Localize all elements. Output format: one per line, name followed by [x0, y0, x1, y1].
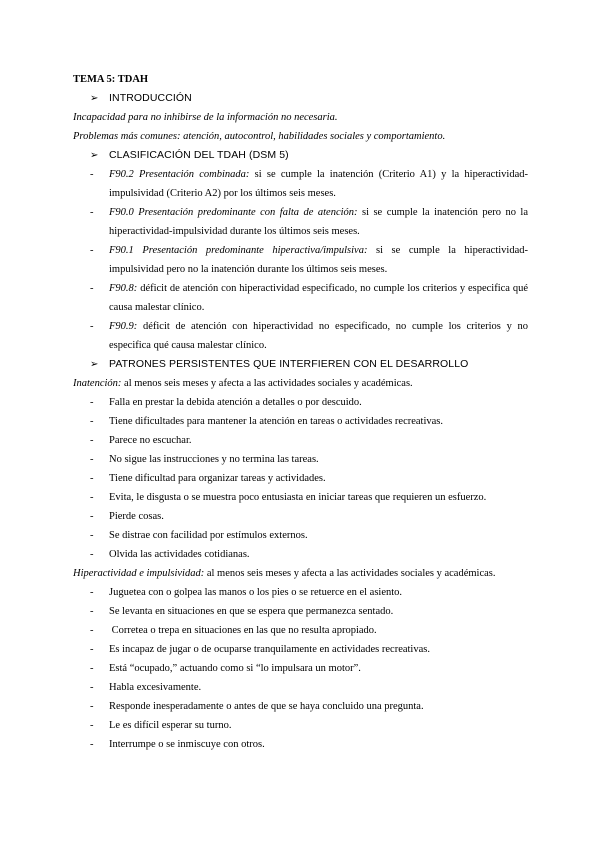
intro-line-1: Incapacidad para no inhibirse de la información no necesaria. — [73, 112, 338, 123]
page-title: TEMA 5: TDAH — [73, 74, 149, 85]
dash-bullet: - — [90, 283, 94, 294]
inatencion-item: - Falla en prestar la debida atención a detalles o por descuido. — [90, 397, 362, 408]
dash-bullet: - — [90, 207, 94, 218]
hiperactividad-item: - Está “ocupado,” actuando como si “lo impulsara un motor”. — [90, 663, 361, 674]
inatencion-item: - Evita, le disgusta o se muestra poco entusiasta en iniciar tareas que requieren un esfuerzo. — [90, 492, 487, 503]
hiperactividad-item: - Juguetea con o golpea las manos o los pies o se retuerce en el asiento. — [90, 587, 403, 598]
heading-introduccion: ➢ INTRODUCCIÓN — [73, 89, 528, 108]
dash-bullet: - — [90, 245, 94, 256]
inatencion-item: - Tiene dificultades para mantener la atención en tareas o actividades recreativas. — [90, 416, 444, 427]
inatencion-item: - Se distrae con facilidad por estímulos externos. — [90, 530, 308, 541]
hiperactividad-item: - Responde inesperadamente o antes de que se haya concluido una pregunta. — [90, 701, 424, 712]
inatencion-item: - Tiene dificultad para organizar tareas y actividades. — [90, 473, 326, 484]
inatencion-item: - Pierde cosas. — [90, 511, 164, 522]
hiperactividad-item: - Es incapaz de jugar o de ocuparse tranquilamente en actividades recreativas. — [90, 644, 430, 655]
hiperactividad-item: - Interrumpe o se inmiscuye con otros. — [90, 739, 265, 750]
hiperactividad-intro: Hiperactividad e impulsividad: al menos seis meses y afecta a las actividades sociales y académicas. — [73, 568, 496, 579]
clas-item: - F90.9: déficit de atención con hiperactividad no especificado, no cumple los criterios y no especifica qué causa malestar clínico. — [73, 317, 528, 355]
clas-item: - F90.1 Presentación predominante hiperactiva/impulsiva: si se cumple la hiperactividad-impulsividad pero no la inatención durante los últimos seis meses. — [73, 241, 528, 279]
clas-item: - F90.8: déficit de atención con hiperactividad especificado, no cumple los criterios y especifica qué causa malestar clínico. — [73, 279, 528, 317]
inatencion-intro: Inatención: al menos seis meses y afecta a las actividades sociales y académicas. — [73, 378, 413, 389]
clas-item: - F90.2 Presentación combinada: si se cumple la inatención (Criterio A1) y la hiperactividad-impulsividad (Criterio A2) por los últimos seis meses. — [73, 165, 528, 203]
inatencion-item: - Parece no escuchar. — [90, 435, 192, 446]
hiperactividad-item: - Habla excesivamente. — [90, 682, 202, 693]
inatencion-item: - No sigue las instrucciones y no termina las tareas. — [90, 454, 319, 465]
document-body — [73, 70, 528, 754]
inatencion-item: - Olvida las actividades cotidianas. — [90, 549, 250, 560]
heading-clasificacion: ➢ CLASIFICACIÓN DEL TDAH (DSM 5) — [73, 146, 528, 165]
hiperactividad-item: - Corretea o trepa en situaciones en las que no resulta apropiado. — [90, 625, 377, 636]
hiperactividad-item: - Le es difícil esperar su turno. — [90, 720, 232, 731]
dash-bullet: - — [90, 321, 94, 332]
arrowhead-bullet-icon: ➢ — [90, 150, 99, 161]
clas-item: - F90.0 Presentación predominante con falta de atención: si se cumple la inatención pero no la hiperactividad-impulsividad durante los últimos seis meses. — [73, 203, 528, 241]
hiperactividad-item: - Se levanta en situaciones en que se espera que permanezca sentado. — [90, 606, 394, 617]
intro-line-2: Problemas más comunes: atención, autocontrol, habilidades sociales y comportamiento. — [73, 131, 446, 142]
dash-bullet: - — [90, 169, 94, 180]
arrowhead-bullet-icon: ➢ — [90, 93, 99, 104]
arrowhead-bullet-icon: ➢ — [90, 359, 99, 370]
heading-patrones: ➢ PATRONES PERSISTENTES QUE INTERFIEREN CON EL DESARROLLO — [73, 355, 528, 374]
